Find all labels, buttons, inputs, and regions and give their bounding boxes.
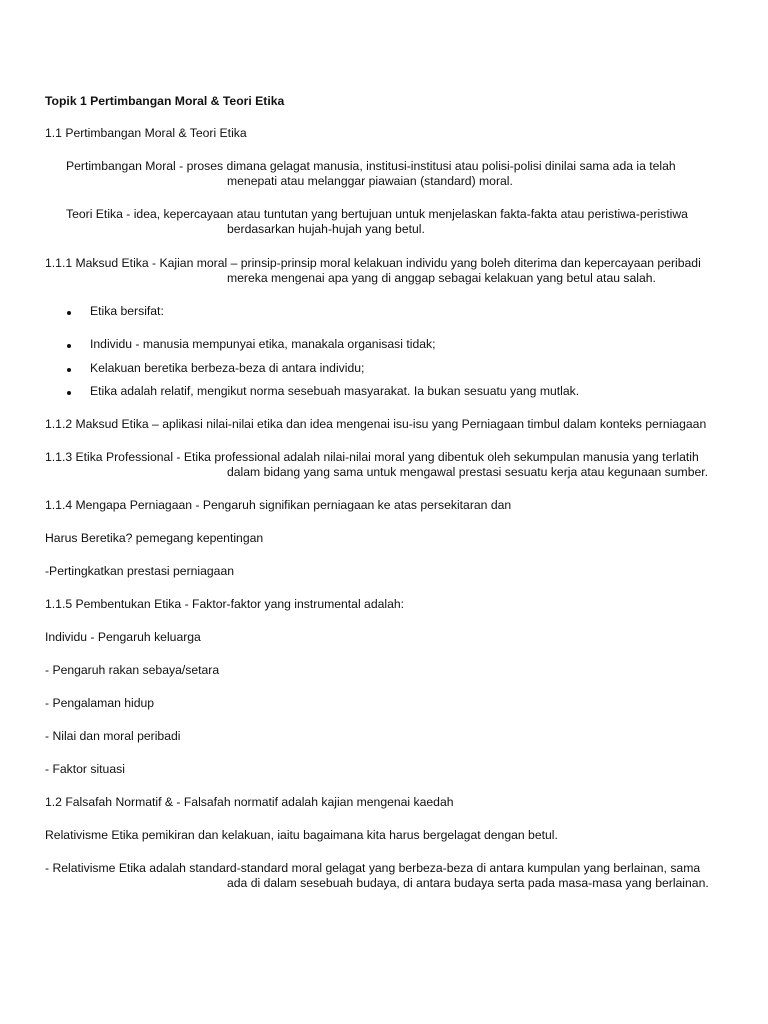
section-1-1-1-line-2: mereka mengenai apa yang di anggap sebagai kelakuan yang betul atau salah.: [227, 271, 656, 285]
section-1-1-1-line-1: 1.1.1 Maksud Etika - Kajian moral – prinsip-prinsip moral kelakuan individu yang boleh diterima dan kepercayaan peribadi: [45, 256, 701, 270]
bullet-item: Etika adalah relatif, mengikut norma sesebuah masyarakat. Ia bukan sesuatu yang mutlak.: [90, 384, 580, 398]
bullet-item: Individu - manusia mempunyai etika, manakala organisasi tidak;: [90, 337, 436, 351]
bullet-icon: [67, 391, 71, 395]
teori-etika-line-1: Teori Etika - idea, kepercayaan atau tuntutan yang bertujuan untuk menjelaskan fakta-fakta atau peristiwa-peristiwa: [66, 207, 688, 221]
pertingkatkan-prestasi: -Pertingkatkan prestasi perniagaan: [45, 564, 235, 578]
bullet-item: Etika bersifat:: [90, 304, 164, 318]
bullet-icon: [67, 344, 71, 348]
relativisme-detail-line-2: ada di dalam sesebuah budaya, di antara budaya serta pada masa-masa yang berlainan.: [227, 876, 709, 890]
section-1-1-2: 1.1.2 Maksud Etika – aplikasi nilai-nilai etika dan idea mengenai isu-isu yang Perniagaan timbul dalam konteks perniagaan: [45, 417, 707, 431]
faktor-item: - Nilai dan moral peribadi: [45, 729, 181, 743]
bullet-icon: [67, 368, 71, 372]
bullet-icon: [67, 311, 71, 315]
faktor-item: - Faktor situasi: [45, 762, 125, 776]
section-1-1-5: 1.1.5 Pembentukan Etika - Faktor-faktor yang instrumental adalah:: [45, 597, 405, 611]
teori-etika-line-2: berdasarkan hujah-hujah yang betul.: [227, 222, 425, 236]
section-1-1-heading: 1.1 Pertimbangan Moral & Teori Etika: [45, 126, 247, 140]
bullet-item: Kelakuan beretika berbeza-beza di antara individu;: [90, 361, 365, 375]
section-1-1-3-line-2: dalam bidang yang sama untuk mengawal prestasi sesuatu kerja atau kegunaan sumber.: [227, 465, 709, 479]
harus-beretika: Harus Beretika? pemegang kepentingan: [45, 531, 264, 545]
relativisme-detail-line-1: - Relativisme Etika adalah standard-standard moral gelagat yang berbeza-beza di antara kumpulan yang berlainan, sama: [45, 861, 701, 875]
document-title: Topik 1 Pertimbangan Moral & Teori Etika: [45, 94, 285, 108]
section-1-2: 1.2 Falsafah Normatif & - Falsafah normatif adalah kajian mengenai kaedah: [45, 795, 454, 809]
pertimbangan-moral-line-1: Pertimbangan Moral - proses dimana gelagat manusia, institusi-institusi atau polisi-polisi dinilai sama ada ia telah: [66, 159, 676, 173]
relativisme-etika: Relativisme Etika pemikiran dan kelakuan, iaitu bagaimana kita harus bergelagat dengan betul.: [45, 828, 558, 842]
faktor-item: - Pengaruh rakan sebaya/setara: [45, 663, 220, 677]
pertimbangan-moral-line-2: menepati atau melanggar piawaian (standard) moral.: [227, 174, 513, 188]
faktor-item: - Pengalaman hidup: [45, 696, 155, 710]
section-1-1-3-line-1: 1.1.3 Etika Professional - Etika professional adalah nilai-nilai moral yang dibentuk oleh sekumpulan manusia yang terlatih: [45, 450, 699, 464]
section-1-1-4: 1.1.4 Mengapa Perniagaan - Pengaruh signifikan perniagaan ke atas persekitaran dan: [45, 498, 512, 512]
faktor-item: Individu - Pengaruh keluarga: [45, 630, 201, 644]
